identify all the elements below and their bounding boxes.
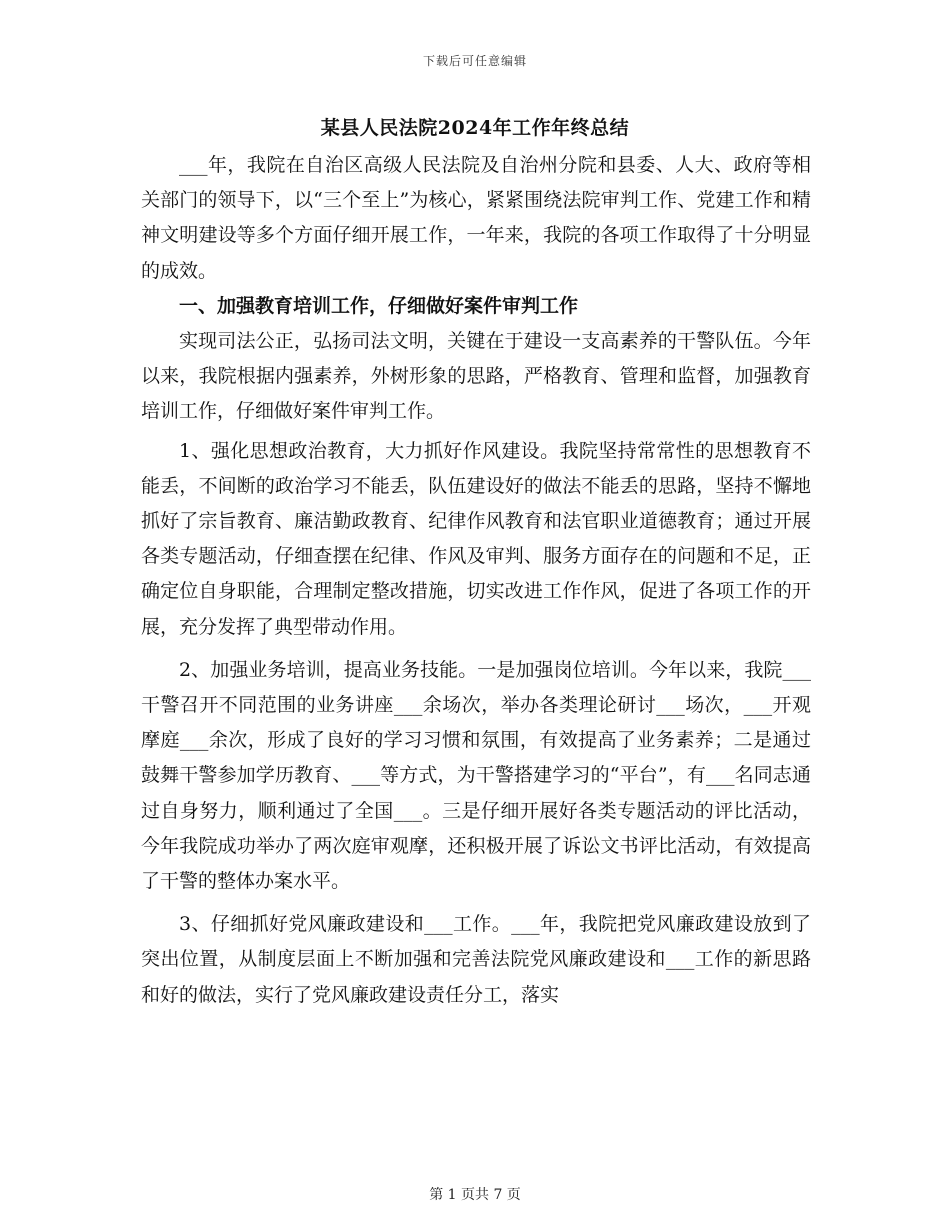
intro-paragraph: ___年，我院在自治区高级人民法院及自治州分院和县委、人大、政府等相关部门的领导下，以“三个至上”为核心，紧紧围绕法院审判工作、党建工作和精神文明建设等多个方面仔细开展工作，一年来，我院的各项工作取得了十分明显的成效。 (141, 154, 811, 282)
item-3-paragraph: 3、仔细抓好党风廉政建设和___工作。___年，我院把党风廉政建设放到了突出位置，从制度层面上不断加强和完善法院党风廉政建设和___工作的新思路和好的做法，实行了党风廉政建设责任分工，落实 (141, 913, 811, 1006)
item-2-paragraph: 2、加强业务培训，提高业务技能。一是加强岗位培训。今年以来，我院___干警召开不同范围的业务讲座___余场次，举办各类理论研讨___场次，___开观摩庭___余次，形成了良好的学习习惯和氛围，有效提高了业务素养；二是通过鼓舞干警参加学历教育、___等方式，为干警搭建学习的“平台”，有___名同志通过自身努力，顺利通过了全国___。三是仔细开展好各类专题活动的评比活动，今年我院成功举办了两次庭审观摩，还积极开展了诉讼文书评比活动，有效提高了干警的整体办案水平。 (141, 658, 811, 893)
header-note: 下载后可任意编辑 (422, 54, 527, 68)
document-title: 某县人民法院2024年工作年终总结 (320, 117, 630, 139)
document-body (141, 148, 811, 1013)
section-heading: 一、加强教育培训工作，仔细做好案件审判工作 (179, 294, 579, 317)
item-1-paragraph: 1、强化思想政治教育，大力抓好作风建设。我院坚持常常性的思想教育不能丢，不间断的政治学习不能丢，队伍建设好的做法不能丢的思路，坚持不懈地抓好了宗旨教育、廉洁勤政教育、纪律作风教育和法官职业道德教育；通过开展各类专题活动，仔细查摆在纪律、作风及审判、服务方面存在的问题和不足，正确定位自身职能，合理制定整改措施，切实改进工作作风，促进了各项工作的开展，充分发挥了典型带动作用。 (141, 439, 811, 638)
section-intro-paragraph: 实现司法公正，弘扬司法文明，关键在于建设一支高素养的干警队伍。今年以来，我院根据内强素养，外树形象的思路，严格教育、管理和监督，加强教育培训工作，仔细做好案件审判工作。 (141, 330, 811, 423)
page-footer: 第 1 页共 7 页 (429, 1187, 521, 1203)
